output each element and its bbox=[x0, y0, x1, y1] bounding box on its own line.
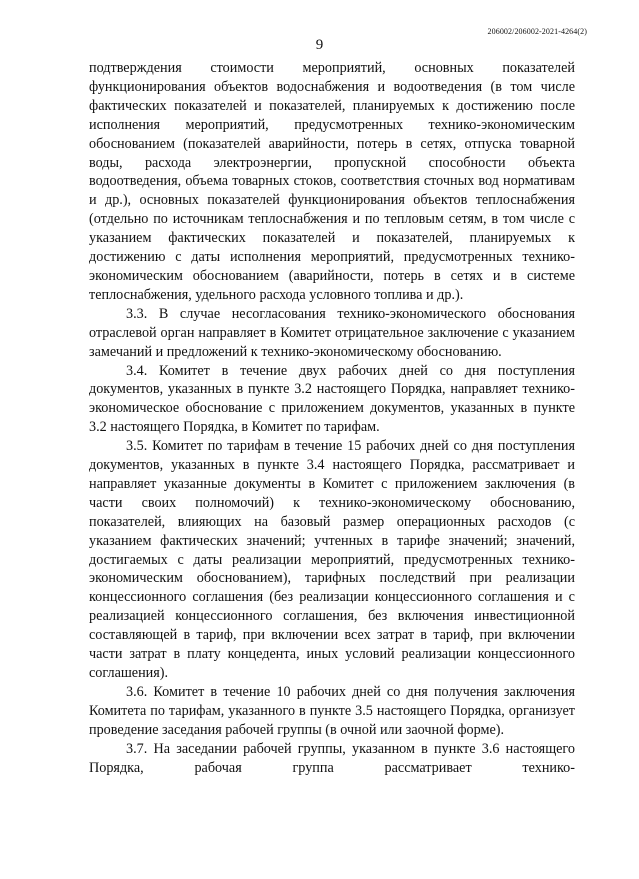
page-number: 9 bbox=[315, 37, 324, 53]
paragraph-3-3: 3.3. В случае несогласования технико-экономического обоснования отраслевой орган направляет в Комитет отрицательное заключение с указанием замечаний и предложений к технико-экономическому обоснованию. bbox=[89, 305, 575, 360]
document-body bbox=[89, 59, 575, 777]
document-id: 206002/206002-2021-4264(2) bbox=[487, 27, 587, 36]
paragraph-3-4: 3.4. Комитет в течение двух рабочих дней со дня поступления документов, указанных в пункте 3.2 настоящего Порядка, направляет технико-экономическое обоснование с приложением документов, указанных в пункте 3.2 настоящего Порядка, в Комитет по тарифам. bbox=[89, 362, 575, 436]
paragraph-3-5: 3.5. Комитет по тарифам в течение 15 рабочих дней со дня поступления документов, указанных в пункте 3.4 настоящего Порядка, рассматривает и направляет указанные документы в Комитет с приложением заключения (в части своих полномочий) к технико-экономическому обоснованию, показателей, влияющих на базовый размер операционных расходов (с указанием фактических значений; учтенных в тарифе значений; значений, достигаемых с даты реализации мероприятий, предусмотренных технико-экономическим обоснованием), тарифных последствий при реализации концессионного соглашения (без реализации концессионного соглашения и с реализацией концессионного соглашения, без включения инвестиционной составляющей в тариф, при включении всех затрат в тариф, при включении части затрат в плату концедента, иных условий реализации концессионного соглашения). bbox=[89, 438, 575, 681]
paragraph-3-7: 3.7. На заседании рабочей группы, указанном в пункте 3.6 настоящего Порядка, рабочая группа рассматривает технико- bbox=[89, 740, 575, 776]
paragraph-continuation: подтверждения стоимости мероприятий, основных показателей функционирования объектов водоснабжения и водоотведения (в том числе фактических показателей и показателей, планируемых к достижению после исполнения мероприятий, предусмотренных технико-экономическим обоснованием (показателей аварийности, потерь в сетях, отпуска товарной воды, расхода электроэнергии, пропускной способности объекта водоотведения, объема товарных стоков, соответствия сточных вод нормативам и др.), основных показателей функционирования объектов теплоснабжения (отдельно по источникам теплоснабжения и по тепловым сетям, в том числе с указанием фактических показателей и показателей, планируемых к достижению с даты исполнения мероприятий, предусмотренных технико-экономическим обоснованием (аварийности, потерь в сетях и в системе теплоснабжения, удельного расхода условного топлива и др.). bbox=[89, 60, 575, 303]
paragraph-3-6: 3.6. Комитет в течение 10 рабочих дней со дня получения заключения Комитета по тарифам, указанного в пункте 3.5 настоящего Порядка, организует проведение заседания рабочей группы (в очной или заочной форме). bbox=[89, 683, 575, 738]
